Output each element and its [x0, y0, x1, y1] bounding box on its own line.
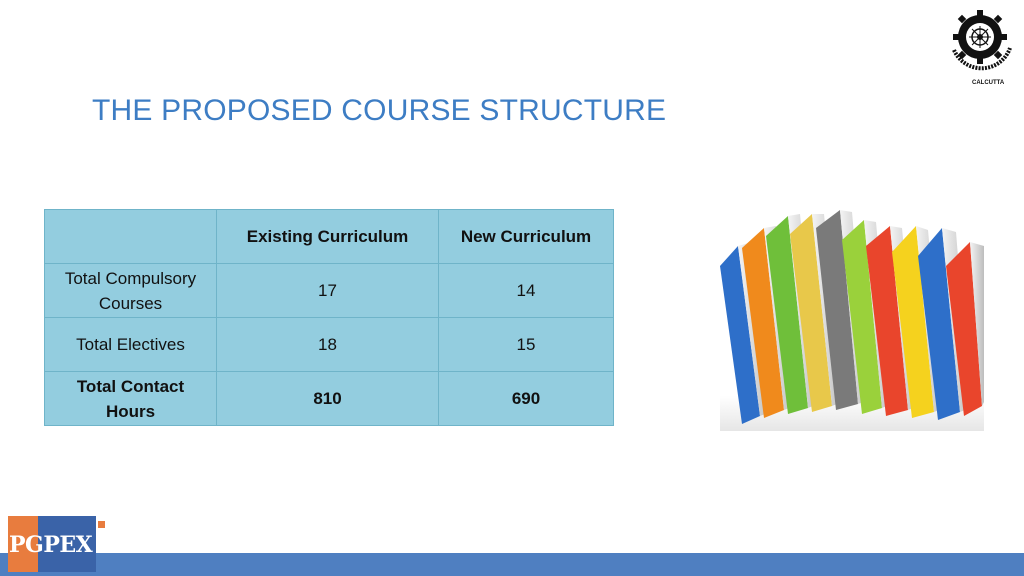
logo-square-icon — [98, 521, 105, 528]
table-header-new: New Curriculum — [439, 210, 614, 264]
new-value: 14 — [439, 264, 614, 318]
table-row — [45, 372, 614, 426]
existing-value: 810 — [217, 372, 439, 426]
iim-calcutta-emblem — [946, 4, 1018, 88]
logo-text: PGPEX — [9, 532, 93, 558]
gear-icon — [953, 10, 1007, 64]
book-stack — [720, 210, 984, 424]
table-header-row — [45, 210, 614, 264]
new-value: 15 — [439, 318, 614, 372]
emblem-city: CALCUTTA — [972, 80, 1005, 86]
row-label: Total Contact Hours — [45, 372, 217, 426]
table-row — [45, 318, 614, 372]
table-header-cell — [45, 210, 217, 264]
existing-value: 17 — [217, 264, 439, 318]
row-label: Total Compulsory Courses — [45, 264, 217, 318]
pgpex-logo — [8, 516, 108, 572]
slide-title: THE PROPOSED COURSE STRUCTURE — [92, 94, 667, 127]
row-label: Total Electives — [45, 318, 217, 372]
footer-band — [0, 553, 1024, 576]
course-structure-table — [44, 209, 614, 426]
new-value: 690 — [439, 372, 614, 426]
books-image — [720, 206, 984, 431]
existing-value: 18 — [217, 318, 439, 372]
table-header-existing: Existing Curriculum — [217, 210, 439, 264]
table-row — [45, 264, 614, 318]
